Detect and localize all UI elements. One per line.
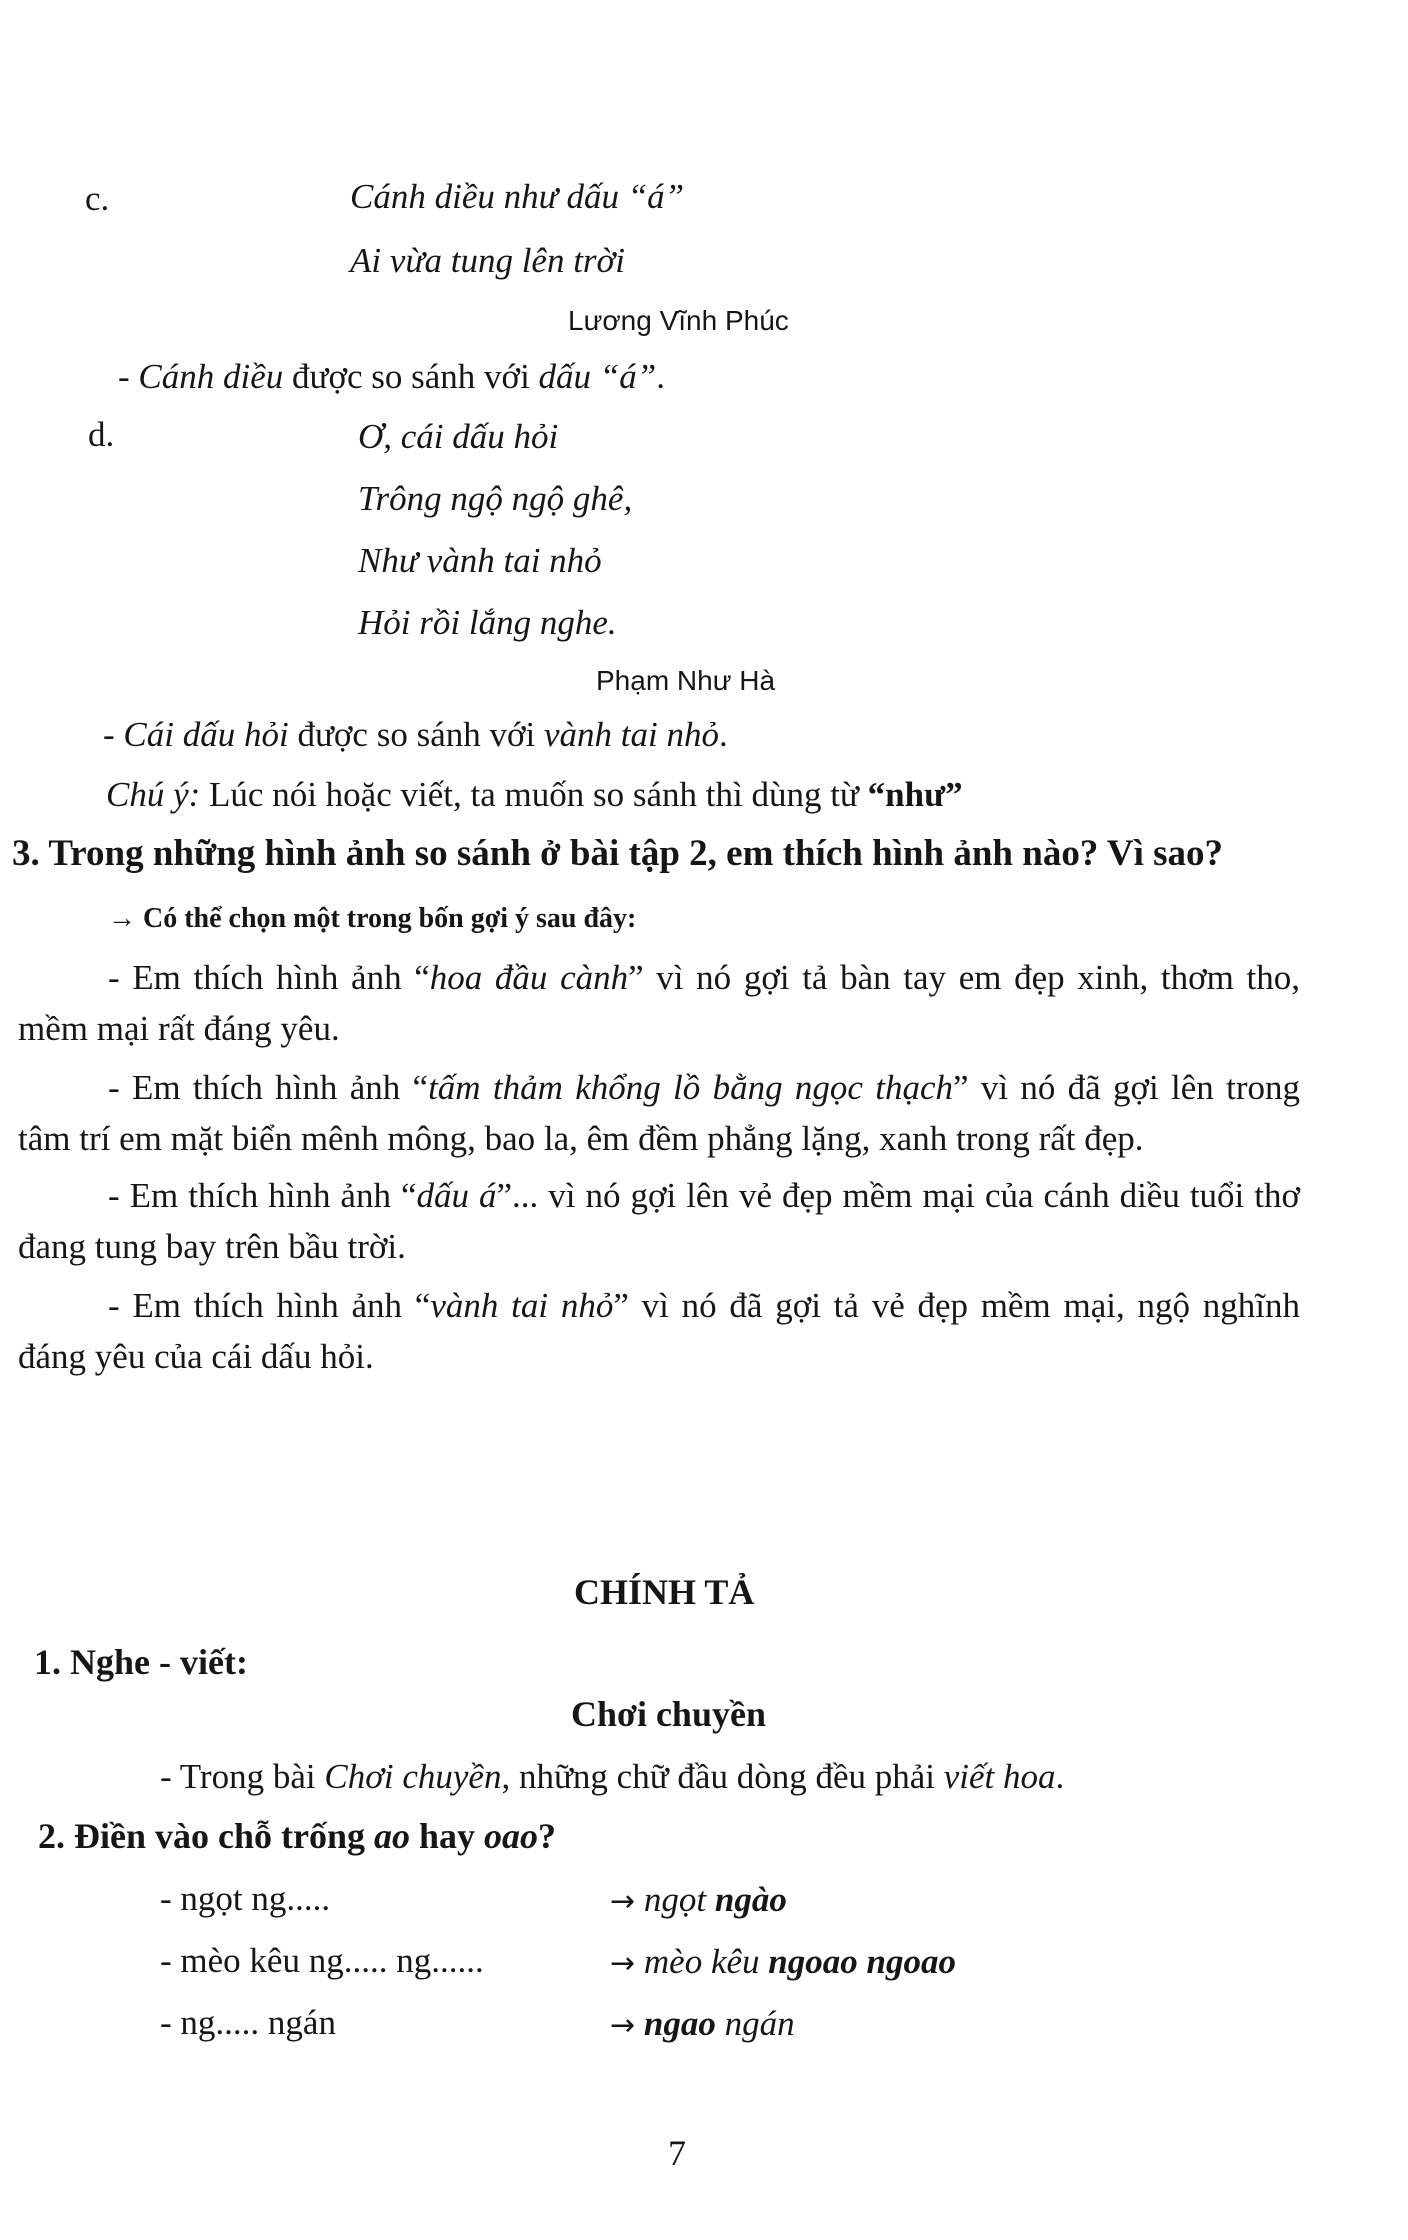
arrow-right-icon: → [610,1884,636,1919]
poem-line: Như vành tai nhỏ [358,541,602,580]
exercise-3-answer: - Em thích hình ảnh “hoa đầu cành” vì nó gợi tả bàn tay em đẹp xinh, thơm tho, mềm mại rất đáng yêu. [18,958,1300,1048]
poem-author: Phạm Như Hà [596,665,776,696]
poem-line: Cánh diều như dấu “á” [350,177,685,216]
exercise-2-title: 2. Điền vào chỗ trống ao hay oao? [38,1816,557,1856]
exercise-3-title: 3. Trong những hình ảnh so sánh ở bài tập 2, em thích hình ảnh nào? Vì sao? [12,833,1224,874]
fill-blank-answer: → mèo kêu ngoao ngoao [610,1942,956,1981]
fill-blank-question: - ng..... ngán [160,2003,336,2042]
poem-author: Lương Vĩnh Phúc [568,305,789,336]
poem-title: Chơi chuyền [571,1694,766,1734]
exercise-3-answer: - Em thích hình ảnh “vành tai nhỏ” vì nó đã gợi tả vẻ đẹp mềm mại, ngộ nghĩnh đáng yêu của cái dấu hỏi. [18,1286,1301,1376]
section-heading: CHÍNH TẢ [574,1572,755,1612]
note: Chú ý: Lúc nói hoặc viết, ta muốn so sánh thì dùng từ “như” [106,775,963,814]
answer-d: - Cái dấu hỏi được so sánh với vành tai nhỏ. [103,715,728,754]
fill-blank-answer: → ngao ngán [610,2004,795,2043]
answer-c: - Cánh diều được so sánh với dấu “á”. [118,357,665,396]
arrow-right-icon: → [610,1946,636,1981]
example-c-label: c. [85,179,110,218]
exercise-1-note: - Trong bài Chơi chuyền, những chữ đầu dòng đều phải viết hoa. [160,1757,1065,1796]
exercise-3-answer: - Em thích hình ảnh “dấu á”... vì nó gợi lên vẻ đẹp mềm mại của cánh diều tuổi thơ đang tung bay trên bầu trời. [18,1176,1300,1266]
fill-blank-question: - ngọt ng..... [160,1879,331,1918]
fill-blank-question: - mèo kêu ng..... ng...... [160,1941,484,1980]
poem-line: Ơ, cái dấu hỏi [358,417,559,456]
exercise-1-title: 1. Nghe - viết: [34,1642,248,1682]
fill-blank-answer: → ngọt ngào [610,1880,787,1919]
poem-line: Hỏi rồi lắng nghe. [358,603,617,642]
example-d-label: d. [88,415,115,454]
exercise-3-answer: - Em thích hình ảnh “tấm thảm khổng lồ bằng ngọc thạch” vì nó đã gợi lên trong tâm trí em mặt biển mênh mông, bao la, êm đềm phẳng lặng, xanh trong rất đẹp. [18,1068,1300,1158]
exercise-3-hint: → Có thể chọn một trong bốn gợi ý sau đây: [108,903,637,934]
page-number: 7 [668,2133,686,2173]
poem-line: Ai vừa tung lên trời [350,241,625,280]
poem-line: Trông ngộ ngộ ghê, [358,479,633,518]
arrow-right-icon: → [610,2008,636,2043]
